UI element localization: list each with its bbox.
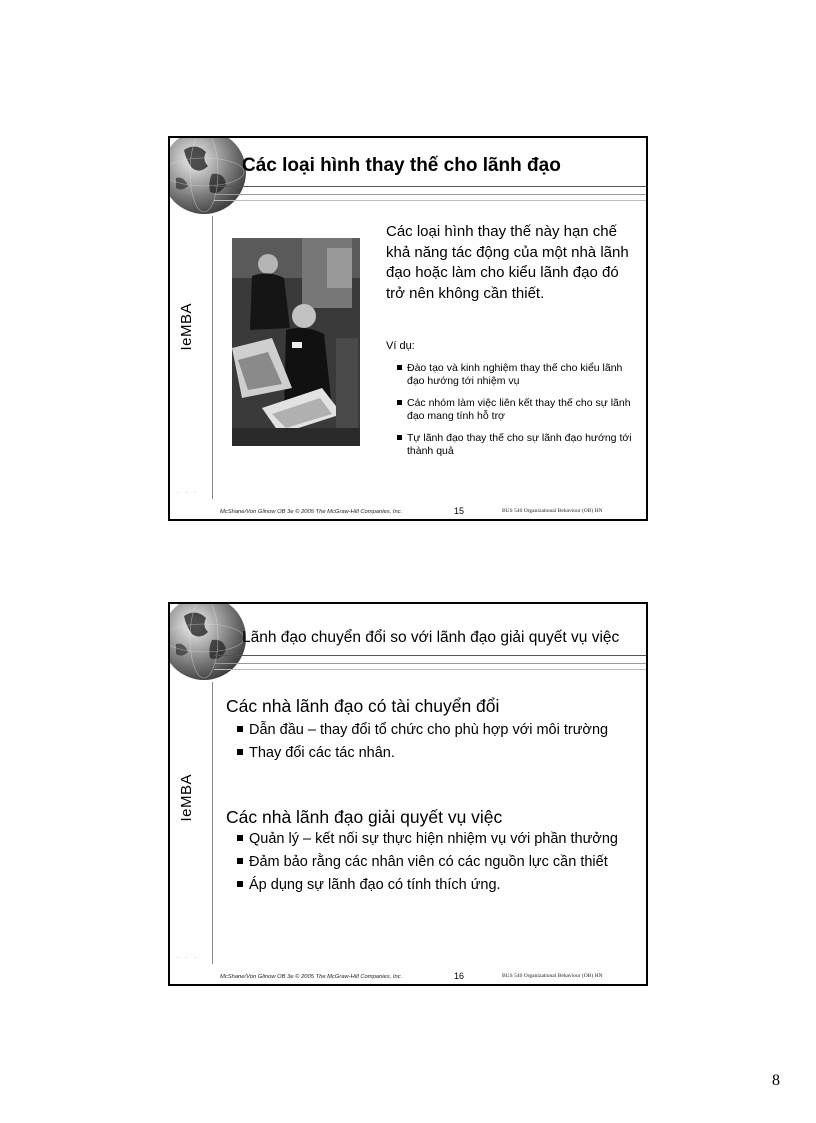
- list-item: Đào tạo và kinh nghiệm thay thế cho kiểu lãnh đạo hướng tới nhiệm vụ: [396, 362, 636, 388]
- section-heading-transactional: Các nhà lãnh đạo giải quyết vụ việc: [226, 807, 503, 827]
- footer-course: BUS 540 Organizational Behaviour (OB) HN: [502, 508, 603, 514]
- slide-16: [168, 602, 648, 986]
- sidebar-divider: [212, 216, 213, 499]
- footer-slide-number: 16: [454, 971, 465, 981]
- bullet-square-icon: [397, 365, 402, 370]
- slide-title: Lãnh đạo chuyển đổi so với lãnh đạo giải quyết vụ việc: [242, 629, 620, 646]
- title-divider: [214, 186, 646, 187]
- list-item: Dẫn đầu – thay đổi tổ chức cho phù hợp với môi trường: [236, 722, 626, 739]
- trading-floor-photo: [232, 238, 360, 446]
- slide-title: Các loại hình thay thế cho lãnh đạo: [242, 155, 561, 176]
- slide-15: [168, 136, 648, 521]
- list-item: Đảm bảo rằng các nhân viên có các nguồn lực cần thiết: [236, 854, 626, 871]
- list-item: Thay đổi các tác nhân.: [236, 745, 626, 762]
- footer-course: BUS 540 Organizational Behaviour (OB) HN: [502, 973, 603, 979]
- sidebar-label: IeMBA: [178, 774, 195, 822]
- bullet-square-icon: [397, 400, 402, 405]
- footer-copyright: McShane/Von Glinow OB 3e © 2005 The McGraw-Hill Companies, Inc.: [220, 509, 403, 515]
- sidebar-divider: [212, 682, 213, 964]
- title-divider-tertiary: [214, 200, 646, 201]
- transformational-list: [236, 722, 626, 768]
- list-item: Các nhóm làm việc liên kết thay thế cho sự lãnh đạo mang tính hỗ trợ: [396, 397, 636, 423]
- globe-logo-icon: [168, 136, 246, 214]
- list-item: Tự lãnh đạo thay thế cho sự lãnh đạo hướng tới thành quả: [396, 432, 636, 458]
- list-item: Quản lý – kết nối sự thực hiện nhiệm vụ với phần thưởng: [236, 831, 626, 848]
- section-heading-transformational: Các nhà lãnh đạo có tài chuyển đổi: [226, 696, 500, 716]
- title-divider-tertiary: [214, 669, 646, 670]
- bullet-square-icon: [237, 726, 243, 732]
- footer-slide-number: 15: [454, 506, 465, 516]
- bullet-square-icon: [237, 858, 243, 864]
- bullet-square-icon: [237, 749, 243, 755]
- bullet-square-icon: [237, 881, 243, 887]
- example-list: [396, 362, 636, 467]
- footer-copyright: McShane/Von Glinow OB 3e © 2005 The McGraw-Hill Companies, Inc.: [220, 974, 403, 980]
- intro-text: Các loại hình thay thế này hạn chế khả năng tác động của một nhà lãnh đạo hoặc làm cho kiểu lãnh đạo đó trở nên không cần thiết.: [386, 223, 629, 302]
- bullet-square-icon: [397, 435, 402, 440]
- title-divider-secondary: [214, 663, 646, 664]
- decorative-dots: · · ·: [176, 488, 199, 497]
- decorative-dots: · · ·: [176, 953, 199, 962]
- title-divider: [214, 655, 646, 656]
- transactional-list: [236, 831, 626, 900]
- bullet-square-icon: [237, 835, 243, 841]
- page-number: 8: [772, 1072, 780, 1089]
- list-item: Áp dụng sự lãnh đạo có tính thích ứng.: [236, 877, 626, 894]
- sidebar-label: IeMBA: [178, 303, 195, 351]
- title-divider-secondary: [214, 194, 646, 195]
- example-label: Ví dụ:: [386, 340, 415, 352]
